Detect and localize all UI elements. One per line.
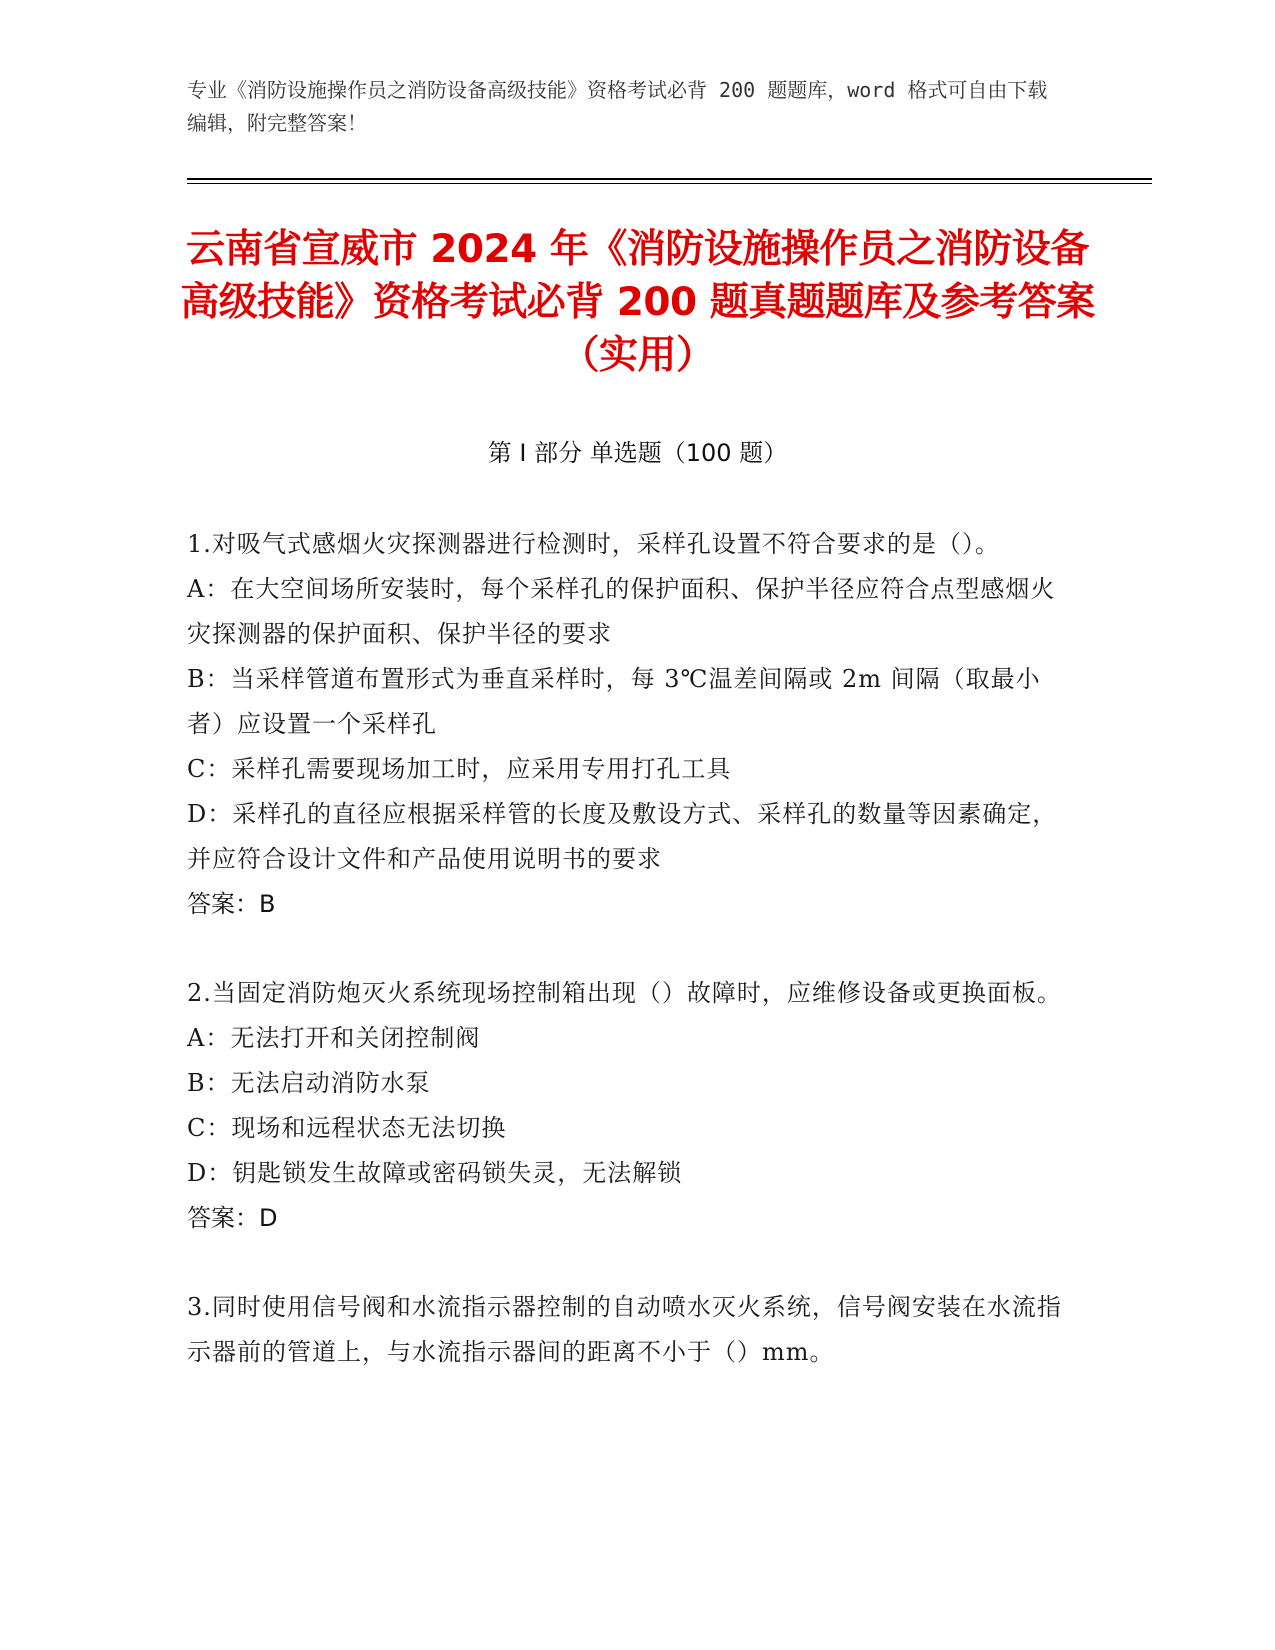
question-stem: 3.同时使用信号阀和水流指示器控制的自动喷水灭火系统，信号阀安装在水流指示器前的管道上，与水流指示器间的距离不小于（）mm。 bbox=[187, 1293, 1062, 1366]
option-c: C：采样孔需要现场加工时，应采用专用打孔工具 bbox=[187, 755, 732, 783]
header-divider-thick bbox=[187, 178, 1152, 180]
answer-line: 答案：B bbox=[187, 890, 276, 918]
question-1 bbox=[187, 522, 1067, 927]
option-a: A：无法打开和关闭控制阀 bbox=[187, 1024, 481, 1052]
question-stem: 1.对吸气式感烟火灾探测器进行检测时，采样孔设置不符合要求的是（）。 bbox=[187, 530, 1000, 558]
answer-line: 答案：D bbox=[187, 1204, 278, 1232]
option-c: C：现场和远程状态无法切换 bbox=[187, 1114, 507, 1142]
document-title: 云南省宣威市 2024 年《消防设施操作员之消防设备高级技能》资格考试必背 200 题真题题库及参考答案（实用） bbox=[180, 227, 1095, 378]
question-list bbox=[187, 522, 1067, 1419]
section-heading: 第 I 部分 单选题（100 题） bbox=[487, 439, 788, 467]
header-divider-thin bbox=[187, 183, 1152, 184]
option-a: A：在大空间场所安装时，每个采样孔的保护面积、保护半径应符合点型感烟火灾探测器的保护面积、保护半径的要求 bbox=[187, 575, 1056, 648]
option-d: D：钥匙锁发生故障或密码锁失灵，无法解锁 bbox=[187, 1159, 683, 1187]
option-b: B：当采样管道布置形式为垂直采样时，每 3℃温差间隔或 2m 间隔（取最小者）应设置一个采样孔 bbox=[187, 665, 1041, 738]
question-2 bbox=[187, 971, 1067, 1241]
option-b: B：无法启动消防水泵 bbox=[187, 1069, 431, 1097]
option-d: D：采样孔的直径应根据采样管的长度及敷设方式、采样孔的数量等因素确定，并应符合设计文件和产品使用说明书的要求 bbox=[187, 800, 1058, 873]
question-3 bbox=[187, 1285, 1067, 1375]
question-stem: 2.当固定消防炮灭火系统现场控制箱出现（）故障时，应维修设备或更换面板。 bbox=[187, 979, 1062, 1007]
header-note: 专业《消防设施操作员之消防设备高级技能》资格考试必背 200 题题库，word 格式可自由下载编辑，附完整答案！ bbox=[187, 78, 1048, 135]
